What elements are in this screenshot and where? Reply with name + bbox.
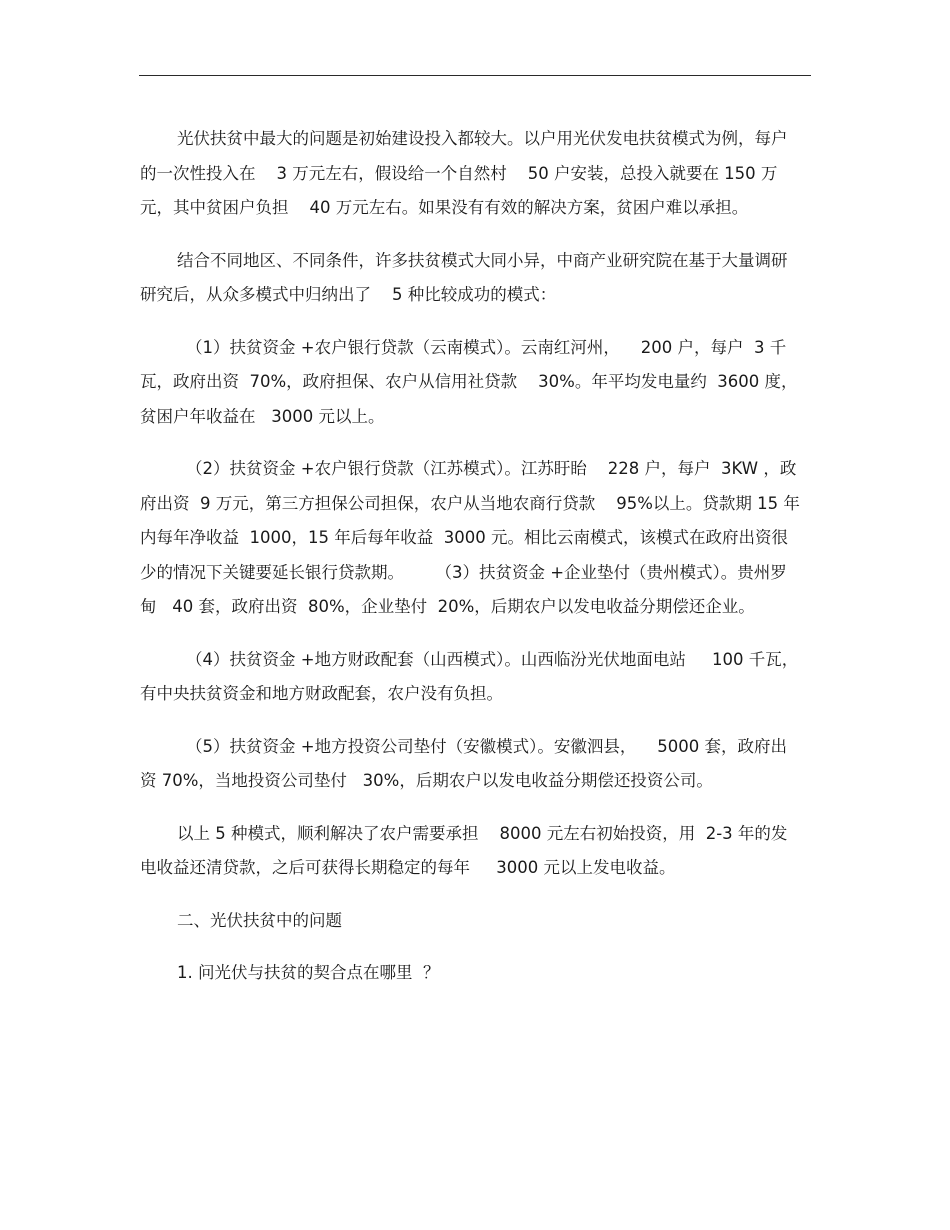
paragraph-investment-problem: 光伏扶贫中最大的问题是初始建设投入都较大。以户用光伏发电扶贫模式为例，每户的一次性投入在 3 万元左右，假设给一个自然村 50 户安装，总投入就要在 150 万元，其中贫困户负担 40 万元左右。如果没有有效的解决方案，贫困户难以承担。 bbox=[140, 129, 788, 217]
question-heading: 1. 问光伏与扶贫的契合点在哪里 ？ bbox=[177, 963, 440, 982]
paragraph-model-yunnan: （1）扶贫资金 +农户银行贷款（云南模式）。云南红河州， 200 户，每户 3 千瓦，政府出资 70%，政府担保、农户从信用社贷款 30%。年平均发电量约 3600 度，贫困户年收益在 3000 元以上。 bbox=[140, 337, 798, 426]
paragraph-model-jiangsu-guizhou: （2）扶贫资金 +农户银行贷款（江苏模式）。江苏盱眙 228 户，每户 3KW ，政府出资 9 万元，第三方担保公司担保，农户从当地农商行贷款 95%以上。贷款期 15 年内每年净收益 1000，15 年后每年收益 3000 元。相比云南模式，该模式在政府出资很少的情况下关键要延长银行贷款期。 （3）扶贫资金 +企业垫付（贵州模式）。贵州罗甸 40 套，政府出资 80%，企业垫付 20%，后期农户以发电收益分期偿还企业。 bbox=[140, 459, 800, 616]
document-body bbox=[140, 122, 800, 1009]
section-heading: 二、光伏扶贫中的问题 bbox=[177, 910, 342, 930]
paragraph-models-intro: 结合不同地区、不同条件，许多扶贫模式大同小异，中商产业研究院在基于大量调研研究后，从众多模式中归纳出了 5 种比较成功的模式： bbox=[140, 250, 788, 304]
paragraph-model-shanxi: （4）扶贫资金 +地方财政配套（山西模式）。山西临汾光伏地面电站 100 千瓦，有中央扶贫资金和地方财政配套，农户没有负担。 bbox=[140, 649, 799, 703]
paragraph-model-anhui: （5）扶贫资金 +地方投资公司垫付（安徽模式）。安徽泗县， 5000 套，政府出资 70%，当地投资公司垫付 30%，后期农户以发电收益分期偿还投资公司。 bbox=[140, 736, 788, 790]
paragraph-summary: 以上 5 种模式，顺利解决了农户需要承担 8000 元左右初始投资，用 2-3 年的发电收益还清贷款，之后可获得长期稳定的每年 3000 元以上发电收益。 bbox=[140, 823, 788, 877]
header-rule bbox=[139, 75, 811, 76]
